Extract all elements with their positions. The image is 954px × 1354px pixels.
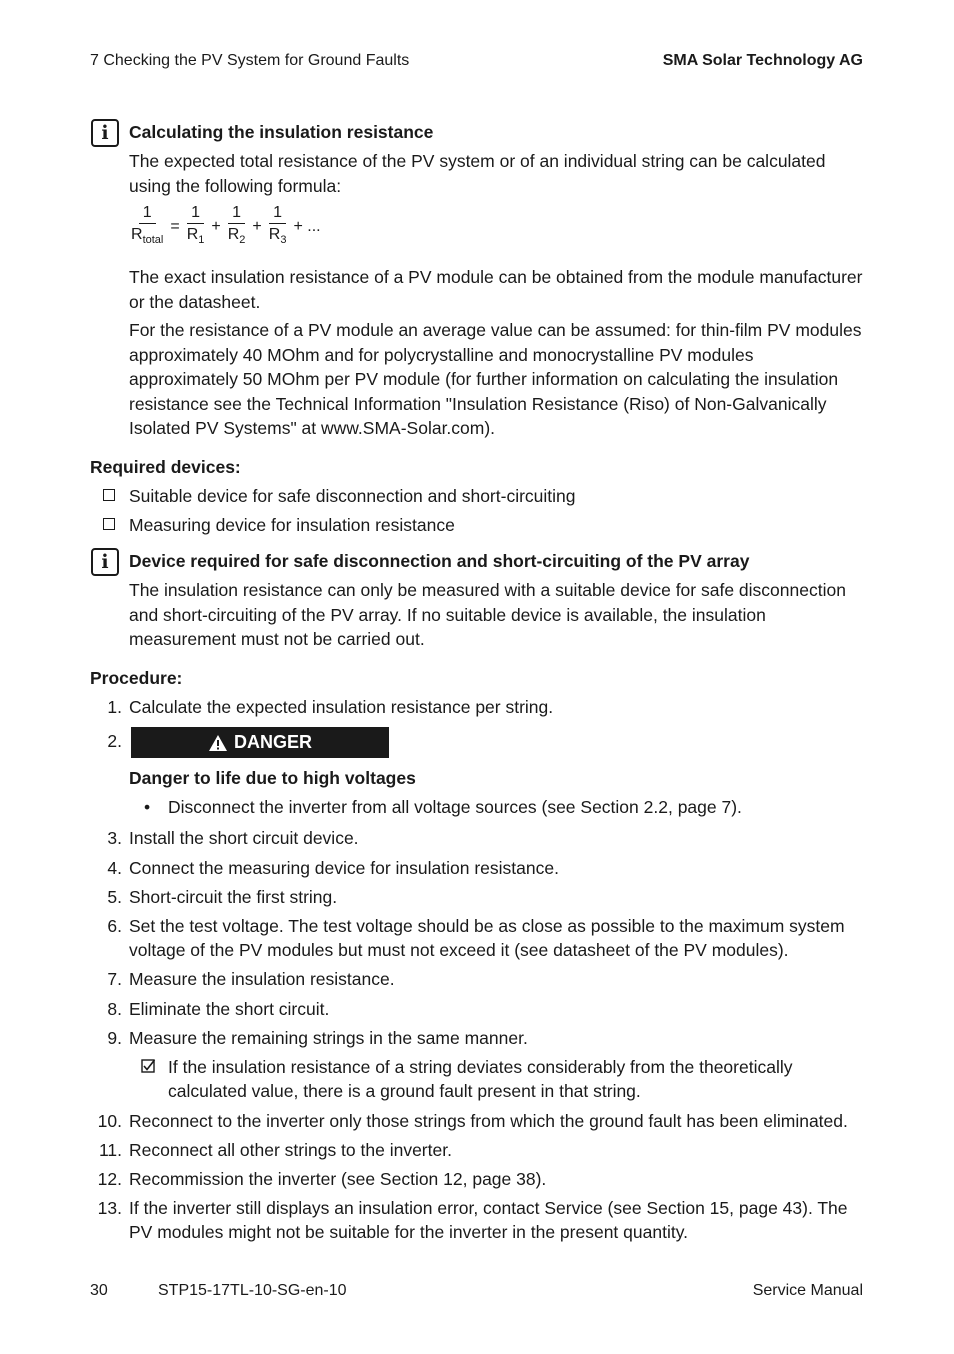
fraction-r1: $\frac{1}{R_1}$ xyxy=(186,204,205,247)
step-text: Reconnect all other strings to the inverter. xyxy=(129,1140,452,1160)
info-title: Calculating the insulation resistance xyxy=(129,122,434,142)
step-number: 1. xyxy=(107,697,122,717)
formula-equals: = xyxy=(170,218,180,236)
info-text: The expected total resistance of the PV system or of an individual string can be calculated xyxy=(129,151,826,171)
danger-title: Danger to life due to high voltages xyxy=(129,768,416,788)
manual-type: Service Manual xyxy=(752,1282,863,1299)
danger-label: DANGER xyxy=(233,732,312,752)
step-number: 5. xyxy=(107,887,122,907)
step-text: Set the test voltage. The test voltage should be as close as possible to the maximum system xyxy=(129,916,845,936)
required-item: Suitable device for safe disconnection and short-circuiting xyxy=(129,486,576,506)
step-number: 11. xyxy=(98,1140,122,1160)
info-icon: i xyxy=(91,119,119,147)
step-text: Connect the measuring device for insulation resistance. xyxy=(129,858,559,878)
danger-action: Disconnect the inverter from all voltage sources (see Section 2.2, page 7). xyxy=(168,797,742,817)
step-number: 10. xyxy=(97,1111,122,1131)
step-number: 4. xyxy=(107,858,122,878)
step-text: PV modules might not be suitable for the inverter in the present quantity. xyxy=(129,1222,689,1242)
step-number: 7. xyxy=(107,969,122,989)
step-text: If the inverter still displays an insulation error, contact Service (see Section 15, page 43). The xyxy=(129,1198,848,1218)
checkbox-icon xyxy=(103,489,115,501)
step-number: 3. xyxy=(107,828,122,848)
warning-icon xyxy=(208,734,228,752)
procedure-heading: Procedure: xyxy=(90,668,183,688)
fraction-r2: $\frac{1}{R_2}$ xyxy=(227,204,246,247)
info-text: or the datasheet. xyxy=(129,292,261,312)
formula-plus: + xyxy=(211,218,221,236)
step-text: voltage of the PV modules but must not exceed it (see datasheet of the PV modules). xyxy=(129,940,789,960)
step-text: Calculate the expected insulation resistance per string. xyxy=(129,697,554,717)
step-number: 12. xyxy=(97,1169,122,1189)
info-text: using the following formula: xyxy=(129,176,342,196)
info-text: The insulation resistance can only be measured with a suitable device for safe disconnection xyxy=(129,580,846,600)
info-text: approximately 40 MOhm and for polycrystalline and monocrystalline PV modules xyxy=(129,345,754,365)
document-id: STP15-17TL-10-SG-en-10 xyxy=(158,1282,347,1299)
danger-banner xyxy=(131,727,389,758)
info-text: approximately 50 MOhm per PV module (for further information on calculating the insulation xyxy=(129,369,839,389)
info-text: resistance see the Technical Information "Insulation Resistance (Riso) of Non-Galvanically xyxy=(129,394,827,414)
required-heading: Required devices: xyxy=(90,457,241,477)
step-text: Measure the remaining strings in the same manner. xyxy=(129,1028,528,1048)
info-text: Isolated PV Systems" at www.SMA-Solar.com). xyxy=(129,418,496,438)
step-text: Eliminate the short circuit. xyxy=(129,999,330,1019)
step-text: Recommission the inverter (see Section 12, page 38). xyxy=(129,1169,547,1189)
step-number: 6. xyxy=(107,916,122,936)
fraction-r3: $\frac{1}{R_3}$ xyxy=(268,204,287,247)
result-text: If the insulation resistance of a string deviates considerably from the theoretically xyxy=(168,1057,793,1077)
step-number: 9. xyxy=(107,1028,122,1048)
info-title: Device required for safe disconnection and short-circuiting of the PV array xyxy=(129,551,750,571)
step-number: 13. xyxy=(97,1198,122,1218)
step-text: Measure the insulation resistance. xyxy=(129,969,395,989)
step-number: 8. xyxy=(107,999,122,1019)
header-company: SMA Solar Technology AG xyxy=(662,52,863,69)
info-text: measurement must not be carried out. xyxy=(129,629,425,649)
step-text: Install the short circuit device. xyxy=(129,828,359,848)
formula-plus: + xyxy=(252,218,262,236)
info-text: For the resistance of a PV module an average value can be assumed: for thin-film PV modules xyxy=(129,320,862,340)
info-text: The exact insulation resistance of a PV module can be obtained from the module manufacturer xyxy=(129,267,863,287)
header-chapter: 7 Checking the PV System for Ground Faults xyxy=(90,52,410,69)
required-item: Measuring device for insulation resistance xyxy=(129,515,455,535)
step-text: Reconnect to the inverter only those strings from which the ground fault has been eliminated. xyxy=(129,1111,848,1131)
resistance-formula xyxy=(131,203,328,251)
result-text: calculated value, there is a ground fault present in that string. xyxy=(168,1081,641,1101)
checkbox-icon xyxy=(103,518,115,530)
step-text: Short-circuit the first string. xyxy=(129,887,338,907)
bullet-icon: • xyxy=(144,797,151,817)
step-number: 2. xyxy=(107,731,122,751)
checked-checkbox-icon xyxy=(141,1059,156,1074)
page-number: 30 xyxy=(90,1282,108,1299)
info-text: and short-circuiting of the PV array. If no suitable device is available, the insulation xyxy=(129,605,766,625)
fraction-total: $\frac{1}{R_{total}}$ xyxy=(131,204,164,247)
info-icon: i xyxy=(91,548,119,576)
formula-tail: + ... xyxy=(293,218,321,236)
